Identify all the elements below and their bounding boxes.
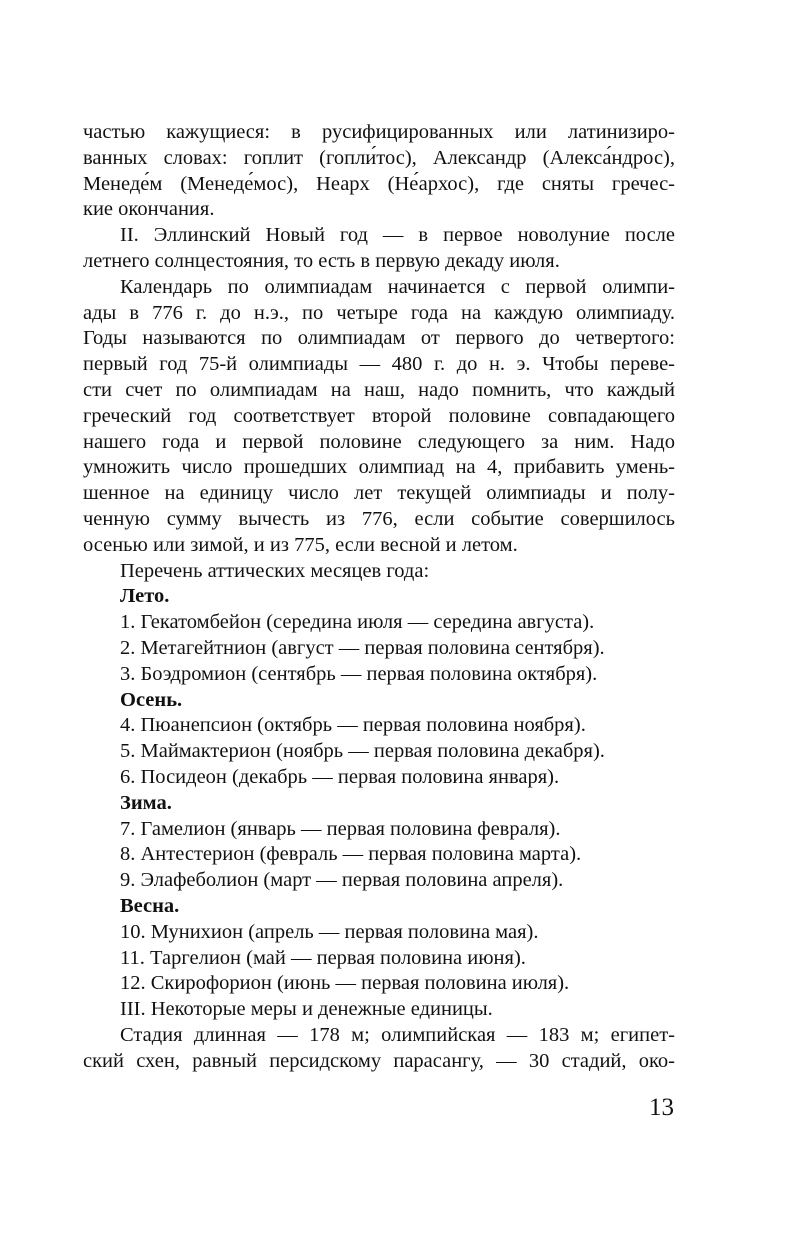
text-line: кие окончания.	[83, 198, 215, 221]
month-item: 9. Элафеболион (март — первая половина апреля).	[120, 869, 564, 892]
text-line: частью кажущиеся: в русифицированных или латинизиро-	[83, 121, 675, 143]
month-item: 3. Боэдромион (сентябрь — первая половина октября).	[120, 662, 598, 685]
month-item: 2. Метагейтнион (август — первая половина сентября).	[120, 636, 605, 659]
season-heading: Лето.	[120, 585, 170, 608]
text-line: летнего солнцестояния, то есть в первую декаду июля.	[83, 249, 560, 272]
text-line: Стадия длинная — 178 м; олимпийская — 183 м; египет-	[120, 1023, 675, 1046]
month-item: 1. Гекатомбейон (середина июля — середина августа).	[120, 611, 595, 634]
text-line: греческий год соответствует второй половине совпадающего	[83, 404, 675, 427]
text-line: ады в 776 г. до н.э., по четыре года на каждую олимпиаду.	[83, 301, 675, 324]
text-line: осенью или зимой, и из 775, если весной и летом.	[83, 533, 518, 556]
season-heading: Зима.	[120, 791, 172, 814]
month-item: 11. Таргелион (май — первая половина июня).	[120, 946, 526, 969]
season-heading: Весна.	[120, 894, 180, 917]
month-item: 6. Посидеон (декабрь — первая половина января).	[120, 765, 560, 788]
text-line: умножить число прошедших олимпиад на 4, прибавить умень-	[83, 456, 675, 479]
text-line: Менеде́м (Менеде́мос), Неарх (Не́архос), где сняты гречес-	[83, 172, 675, 195]
text-line: нашего года и первой половине следующего за ним. Надо	[83, 430, 675, 453]
month-item: 12. Скирофорион (июнь — первая половина июля).	[120, 972, 570, 995]
month-item: 7. Гамелион (январь — первая половина февраля).	[120, 817, 561, 840]
text-line: ванных словах: гоплит (гопли́тос), Александр (Алекса́ндрос),	[83, 146, 675, 169]
text-line: Перечень аттических месяцев года:	[120, 559, 430, 582]
text-line: II. Эллинский Новый год — в первое новолуние после	[120, 224, 675, 247]
text-line: ский схен, равный персидскому парасангу, — 30 стадий, око-	[83, 1049, 675, 1072]
page-number: 13	[649, 1094, 674, 1121]
text-line: Годы называются по олимпиадам от первого до четвертого:	[83, 327, 675, 350]
body-text	[83, 120, 675, 1074]
text-line: первый год 75-й олимпиады — 480 г. до н. э. Чтобы переве-	[83, 353, 675, 376]
month-item: 4. Пюанепсион (октябрь — первая половина ноября).	[120, 714, 586, 737]
section-heading: III. Некоторые меры и денежные единицы.	[120, 998, 493, 1021]
season-heading: Осень.	[120, 688, 183, 711]
text-line: сти счет по олимпиадам на наш, надо помнить, что каждый	[83, 378, 675, 401]
month-item: 10. Мунихион (апрель — первая половина мая).	[120, 920, 539, 943]
text-line: Календарь по олимпиадам начинается с первой олимпи-	[120, 275, 675, 298]
text-line: ченную сумму вычесть из 776, если событие совершилось	[83, 507, 675, 530]
month-item: 5. Маймактерион (ноябрь — первая половина декабря).	[120, 740, 605, 763]
month-item: 8. Антестерион (февраль — первая половина марта).	[120, 843, 582, 866]
text-line: шенное на единицу число лет текущей олимпиады и полу-	[83, 482, 675, 505]
